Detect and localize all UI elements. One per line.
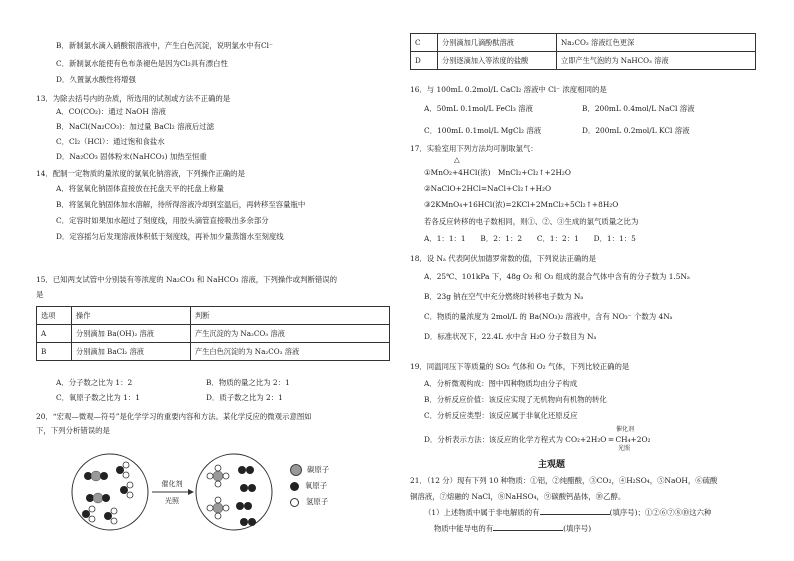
table-cell: 分别滴加 BaCl₂ 溶液 — [72, 343, 191, 361]
arrow-head-icon — [188, 489, 194, 495]
q13-stem: 13．为除去括号内的杂质，所选用的试剂或方法不正确的是 — [36, 94, 231, 103]
q15-option-d: D．质子数之比为 2：1 — [206, 393, 283, 402]
q15-table-continued — [410, 33, 756, 70]
co2-molecule — [86, 493, 110, 503]
q14-option-a: A．将氢氧化钠固体直接放在托盘天平的托盘上称量 — [56, 184, 224, 193]
q16-option-c: C．100mL 0.1mol/L MgCl₂ 溶液 — [424, 126, 542, 135]
q18-option-d: D．标准状况下，22.4L 水中含 H₂O 分子数目为 Nₐ — [424, 332, 597, 341]
q17-reaction-1: ①MnO₂+4HCl(浓) MnCl₂+Cl₂↑+2H₂O — [424, 168, 571, 177]
table-cell: B — [37, 343, 72, 361]
q17-question: 若各反应转移的电子数相同，则①、②、③生成的氯气质量之比为 — [424, 217, 639, 226]
table-header-cell: 选项 — [37, 307, 72, 325]
table-cell: Na₂CO₃ 溶液红色更深 — [557, 34, 756, 52]
q15-option-a: A．分子数之比为 1：2 — [56, 378, 133, 387]
q21-part1 — [424, 508, 711, 517]
q21-stem: 21．（12 分）现有下列 10 种物质：①铝，②纯醋酸，③CO₂，④H₂SO₄，⑤NaOH，⑥硫酸 — [410, 476, 718, 485]
table-cell: A — [37, 325, 72, 343]
co2-molecule — [84, 471, 108, 481]
heat-symbol: △ — [454, 155, 460, 164]
table-header-cell: 操作 — [72, 307, 191, 325]
q21-stem-cont: 铜溶液，⑦熔融的 NaCl，⑧NaHSO₄，⑨碳酸钙晶体，⑩乙醇。 — [410, 492, 626, 501]
q15-table — [36, 306, 390, 361]
hydrogen-atom-icon — [290, 498, 299, 507]
q15-stem: 15．已知两支试管中分别装有等浓度的 Na₂CO₃ 和 NaHCO₃ 溶液，下列操作或判断错误的 — [36, 275, 338, 284]
table-row — [411, 34, 756, 52]
legend-item — [290, 462, 329, 478]
q14-option-b: B．将氢氧化钠固体加水溶解，待所得溶液冷却到室温后，再转移至容量瓶中 — [56, 200, 306, 209]
q18-option-b: B．23g 钠在空气中充分燃烧时转移电子数为 Nₐ — [424, 292, 584, 301]
q16-option-b: B．200mL 0.4mol/L NaCl 溶液 — [582, 104, 695, 113]
answer-blank[interactable] — [493, 524, 563, 531]
q19-option-c: C．分析反应类型：该反应属于非氧化还原反应 — [424, 411, 578, 420]
q14-stem: 14．配制一定物质的量浓度的氯氧化钠溶液，下列操作正确的是 — [36, 169, 245, 178]
q16-stem: 16．与 100mL 0.2mol/L CaCl₂ 溶液中 Cl⁻ 浓度相同的是 — [410, 85, 607, 94]
q17-reaction-2: ②NaClO+2HCl=NaCl+Cl₂↑+H₂O — [424, 184, 552, 193]
q17-reaction-3: ③2KMnO₄+16HCl(浓)=2KCl+2MnCl₂+5Cl₂↑+8H₂O — [424, 200, 619, 209]
q14-option-c: C．定容时如果加水超过了刻度线，用胶头滴管直接吸出多余部分 — [56, 216, 269, 225]
q21-part1-text-cont: (填序号)；①②⑥⑦⑧⑩这六种 — [609, 508, 712, 517]
table-row — [37, 343, 390, 361]
q14-option-d: D．定容摇匀后发现溶液体积低于刻度线，再补加少量蒸馏水至刻度线 — [56, 232, 284, 241]
table-cell: 分别滴加 Ba(OH)₂ 溶液 — [72, 325, 191, 343]
table-row — [37, 325, 390, 343]
q19-condition-top: 催化剂 — [616, 426, 635, 433]
table-cell: 立即产生气泡的为 NaHCO₃ 溶液 — [557, 52, 756, 70]
arrow-label-light: 光照 — [165, 497, 179, 505]
reaction-diagram — [68, 446, 288, 538]
legend-item — [290, 494, 329, 510]
q13-option-d: D．Na₂CO₃ 固体粉末(NaHCO₃) 加热至恒重 — [56, 152, 207, 161]
o2-molecule — [238, 466, 254, 474]
q19-option-b: B．分析反应价值：该反应实现了无机物向有机物的转化 — [424, 395, 607, 404]
o2-molecule — [236, 502, 252, 510]
q19-option-a: A．分析微观构成：图中四种物质均由分子构成 — [424, 379, 578, 388]
o2-molecule — [240, 518, 256, 526]
q20-stem-cont: 下，下列分析错误的是 — [36, 426, 110, 435]
ch4-molecule — [207, 465, 229, 487]
ch4-molecule — [207, 497, 229, 519]
q17-options: A．1：1：1 B．2：1：2 C．1：2：1 D．1：1：5 — [424, 234, 636, 243]
table-cell: D — [411, 52, 438, 70]
q19-stem: 19．同温同压下等质量的 SO₂ 气体和 O₂ 气体，下列比较正确的是 — [410, 362, 630, 371]
table-header-row — [37, 307, 390, 325]
q19-option-d: D．分析表示方法：该反应的化学方程式为 CO₂+2H₂O ═ CH₄+2O₂ — [424, 435, 651, 444]
diagram-legend — [290, 462, 329, 510]
q21-part1b-text-cont: (填序号) — [563, 524, 592, 533]
table-cell: 产生白色沉淀的为 Na₂CO₃ 溶液 — [191, 343, 390, 361]
legend-label: 碳原子 — [307, 465, 330, 475]
product-circle — [196, 454, 272, 530]
right-column — [410, 0, 756, 561]
q17-stem: 17．实验室用下列方法均可制取氯气： — [410, 144, 538, 153]
answer-blank[interactable] — [540, 508, 610, 515]
q16-option-d: D．200mL 0.2mol/L KCl 溶液 — [582, 126, 690, 135]
table-header-cell: 判断 — [191, 307, 390, 325]
q20-stem: 20．“宏观—微观—符号”是化学学习的重要内容和方法。某化学反应的微观示意图如 — [36, 412, 312, 421]
oxygen-atom-icon — [290, 482, 299, 491]
q18-option-c: C．物质的量浓度为 2mol/L 的 Ba(NO₃)₂ 溶液中，含有 NO₃⁻ 个数为 4Nₐ — [424, 312, 673, 321]
table-cell: 分别逐滴加入等浓度的盐酸 — [438, 52, 557, 70]
q12-option-b: B．新制氯水滴入硝酸银溶液中，产生白色沉淀，说明氯水中有Cl⁻ — [56, 41, 273, 50]
legend-item — [290, 478, 329, 494]
table-cell: 产生沉淀的为 Na₂CO₃ 溶液 — [191, 325, 390, 343]
q16-option-a: A．50mL 0.1mol/L FeCl₃ 溶液 — [424, 104, 533, 113]
h2o-molecule — [120, 482, 133, 498]
h2o-molecule — [104, 508, 117, 524]
arrow-label-catalyst: 催化剂 — [161, 480, 183, 488]
legend-label: 氧原子 — [305, 481, 328, 491]
q18-stem: 18．设 Nₐ 代表阿伏加德罗常数的值，下列说法正确的是 — [410, 254, 597, 263]
table-row — [411, 52, 756, 70]
q15-option-c: C．氧原子数之比为 1：1 — [56, 393, 140, 402]
q12-option-d: D．久置氯水酸性将增强 — [56, 75, 136, 84]
h2o-molecule — [116, 462, 129, 478]
q13-option-a: A．CO(CO₂)：通过 NaOH 溶液 — [56, 107, 166, 116]
q21-part1b-text: 物质中能导电的有 — [434, 524, 494, 533]
q18-option-a: A．25℃、101kPa 下，48g O₂ 和 O₃ 组成的混合气体中含有的分子数为 1.5Nₐ — [424, 272, 690, 281]
q21-part1-text: （1）上述物质中属于非电解质的有 — [424, 508, 540, 517]
q13-option-c: C．Cl₂（HCl）：通过饱和食盐水 — [56, 137, 165, 146]
q15-stem-cont: 是 — [36, 290, 44, 299]
q12-option-c: C．新制氯水能使有色布条褪色是因为Cl₂具有漂白性 — [56, 59, 228, 68]
carbon-atom-icon — [290, 464, 302, 476]
o2-molecule — [240, 484, 256, 492]
q15-option-b: B．物质的量之比为 2：1 — [206, 378, 290, 387]
q21-part1-cont — [434, 524, 591, 533]
legend-label: 氢原子 — [306, 497, 329, 507]
table-cell: 分别滴加几滴酚酞溶液 — [438, 34, 557, 52]
table-cell: C — [411, 34, 438, 52]
q13-option-b: B．NaCl(Na₂CO₃)：加过量 BaCl₂ 溶液后过滤 — [56, 122, 215, 131]
q19-condition-bottom: 光照 — [618, 445, 631, 452]
section-heading: 主观题 — [538, 460, 566, 470]
